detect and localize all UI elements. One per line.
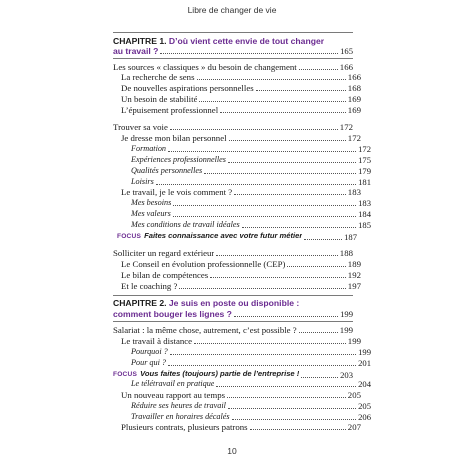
entry-page: 201 xyxy=(358,358,371,368)
chapter-bottom-rule xyxy=(113,58,353,59)
leader-dots xyxy=(204,173,356,174)
entry-label: Le bilan de compétences xyxy=(121,270,209,280)
leader-dots xyxy=(229,140,346,141)
entry-label: Le travail à distance xyxy=(121,336,193,346)
chapter-1-label: CHAPITRE 1. xyxy=(113,36,167,46)
entry-label: Vous faites (toujours) partie de l’entreprise ! xyxy=(140,369,300,378)
entry-label: Je dresse mon bilan personnel xyxy=(121,133,227,143)
entry-label: Mes conditions de travail idéales xyxy=(131,220,240,229)
entry-page: 205 xyxy=(347,390,361,400)
entry-page: 183 xyxy=(347,187,361,197)
leader-dots xyxy=(173,205,356,206)
leader-dots xyxy=(256,90,346,91)
leader-dots xyxy=(199,101,345,102)
entry-label: Pourquoi ? xyxy=(131,347,168,356)
entry-page: 188 xyxy=(339,248,353,258)
chapter-2-title-line1: Je suis en poste ou disponible : xyxy=(168,298,300,308)
chapter-2-heading-line1 xyxy=(113,298,353,308)
entry-label: Qualités personnelles xyxy=(131,166,203,175)
leader-dots xyxy=(170,354,356,355)
chapter-1-heading-line2[interactable] xyxy=(113,46,353,56)
toc-entry[interactable] xyxy=(113,72,361,82)
leader-dots xyxy=(156,184,356,185)
leader-dots xyxy=(227,397,346,398)
toc-entry[interactable] xyxy=(113,133,361,143)
leader-dots xyxy=(216,386,356,387)
toc-entry[interactable] xyxy=(113,259,361,269)
entry-page: 185 xyxy=(358,220,371,230)
leader-dots xyxy=(228,408,356,409)
leader-dots xyxy=(228,162,356,163)
entry-page: 169 xyxy=(347,94,361,104)
focus-tag: FOCUS xyxy=(113,371,138,378)
entry-page: 189 xyxy=(347,259,361,269)
chapter-2-heading-line2[interactable] xyxy=(113,309,353,319)
chapter-top-rule xyxy=(113,295,353,296)
toc-entry[interactable] xyxy=(113,401,371,411)
toc-entry[interactable] xyxy=(113,94,361,104)
leader-dots xyxy=(173,216,356,217)
entry-page: 183 xyxy=(358,198,371,208)
leader-dots xyxy=(160,53,338,54)
leader-dots xyxy=(242,227,356,228)
toc-entry[interactable] xyxy=(113,248,353,258)
entry-page: 199 xyxy=(358,347,371,357)
entry-label: Salariat : la même chose, autrement, c’est possible ? xyxy=(113,325,297,335)
toc-entry[interactable] xyxy=(113,281,361,291)
leader-dots xyxy=(304,239,342,240)
chapter-1-title-line2: au travail ? xyxy=(113,46,159,56)
entry-label: Un besoin de stabilité xyxy=(121,94,198,104)
entry-label: Pour qui ? xyxy=(131,358,167,367)
leader-dots xyxy=(234,316,338,317)
entry-page: 166 xyxy=(347,72,361,82)
entry-label: Mes besoins xyxy=(131,198,172,207)
entry-page: 184 xyxy=(358,209,371,219)
leader-dots xyxy=(234,194,346,195)
entry-label: Mes valeurs xyxy=(131,209,171,218)
toc-entry[interactable] xyxy=(113,422,361,432)
entry-page: 203 xyxy=(340,370,353,380)
entry-page: 206 xyxy=(358,412,371,422)
toc-entry[interactable] xyxy=(113,166,371,176)
chapter-2-label: CHAPITRE 2. xyxy=(113,298,167,308)
leader-dots xyxy=(299,69,338,70)
entry-page: 199 xyxy=(347,336,361,346)
chapter-2-title-line2: comment bouger les lignes ? xyxy=(113,309,232,319)
chapter-2-page: 199 xyxy=(340,309,353,319)
chapter-1-heading-line1 xyxy=(113,36,353,46)
entry-label: Formation xyxy=(131,144,167,153)
entry-page: 169 xyxy=(347,105,361,115)
leader-dots xyxy=(170,129,338,130)
running-head: Libre de changer de vie xyxy=(187,5,277,15)
entry-label: Trouver sa voie xyxy=(113,122,168,132)
entry-label: Faites connaissance avec votre futur métier xyxy=(144,231,303,240)
toc-entry[interactable] xyxy=(113,122,353,132)
entry-page: 172 xyxy=(358,144,371,154)
entry-label: Et le coaching ? xyxy=(121,281,178,291)
leader-dots xyxy=(216,255,337,256)
toc-entry[interactable] xyxy=(113,220,371,230)
entry-page: 172 xyxy=(339,122,353,132)
entry-page: 207 xyxy=(347,422,361,432)
leader-dots xyxy=(210,277,346,278)
toc-entry[interactable] xyxy=(113,144,371,154)
entry-page: 205 xyxy=(358,401,371,411)
entry-page: 204 xyxy=(358,379,371,389)
leader-dots xyxy=(301,377,338,378)
toc-entry[interactable] xyxy=(113,325,353,335)
leader-dots xyxy=(194,343,346,344)
toc-focus-entry[interactable] xyxy=(113,231,357,242)
entry-page: 192 xyxy=(347,270,361,280)
entry-page: 197 xyxy=(347,281,361,291)
toc-entry[interactable] xyxy=(113,390,361,400)
leader-dots xyxy=(197,79,346,80)
leader-dots xyxy=(179,288,345,289)
entry-label: Le télétravail en pratique xyxy=(131,379,215,388)
toc-entry[interactable] xyxy=(113,105,361,115)
toc-entry[interactable] xyxy=(113,177,371,187)
leader-dots xyxy=(168,365,356,366)
entry-label: Travailler en horaires décalés xyxy=(131,412,230,421)
focus-tag: FOCUS xyxy=(117,233,142,240)
entry-page: 168 xyxy=(347,83,361,93)
toc-entry[interactable] xyxy=(113,358,371,368)
entry-page: 199 xyxy=(339,325,353,335)
toc-entry[interactable] xyxy=(113,62,353,72)
chapter-top-rule xyxy=(113,32,353,33)
entry-label: Réduire ses heures de travail xyxy=(131,401,226,410)
chapter-1-title-line1: D’où vient cette envie de tout changer xyxy=(168,36,325,46)
toc-entry[interactable] xyxy=(113,198,371,208)
toc-entry[interactable] xyxy=(113,336,361,346)
toc-entry[interactable] xyxy=(113,155,371,165)
leader-dots xyxy=(232,419,356,420)
entry-label: Les sources « classiques » du besoin de changement xyxy=(113,62,297,72)
leader-dots xyxy=(168,151,356,152)
entry-label: Un nouveau rapport au temps xyxy=(121,390,226,400)
toc-entry[interactable] xyxy=(113,270,361,280)
entry-label: Loisirs xyxy=(131,177,154,186)
toc-entry[interactable] xyxy=(113,347,371,357)
leader-dots xyxy=(299,332,338,333)
entry-page: 187 xyxy=(344,232,357,242)
entry-page: 175 xyxy=(358,155,371,165)
entry-page: 179 xyxy=(358,166,371,176)
chapter-1-page: 165 xyxy=(340,46,353,56)
toc-entry[interactable] xyxy=(113,83,361,93)
entry-page: 181 xyxy=(358,177,371,187)
entry-label: Le travail, je le vois comment ? xyxy=(121,187,233,197)
leader-dots xyxy=(250,429,346,430)
entry-label: Plusieurs contrats, plusieurs patrons xyxy=(121,422,248,432)
toc-entry[interactable] xyxy=(113,209,371,219)
page-number: 10 xyxy=(227,446,237,456)
entry-label: Expériences professionnelles xyxy=(131,155,226,164)
entry-label: Solliciter un regard extérieur xyxy=(113,248,215,258)
entry-page: 166 xyxy=(339,62,353,72)
entry-label: De nouvelles aspirations personnelles xyxy=(121,83,254,93)
toc-entry[interactable] xyxy=(113,187,361,197)
entry-page: 172 xyxy=(347,133,361,143)
entry-label: L’épuisement professionnel xyxy=(121,105,219,115)
leader-dots xyxy=(287,266,345,267)
leader-dots xyxy=(220,112,346,113)
entry-label: Le Conseil en évolution professionnelle (CEP) xyxy=(121,259,286,269)
toc-entry[interactable] xyxy=(113,412,371,422)
chapter-bottom-rule xyxy=(113,321,353,322)
toc-entry[interactable] xyxy=(113,379,371,389)
entry-label: La recherche de sens xyxy=(121,72,195,82)
